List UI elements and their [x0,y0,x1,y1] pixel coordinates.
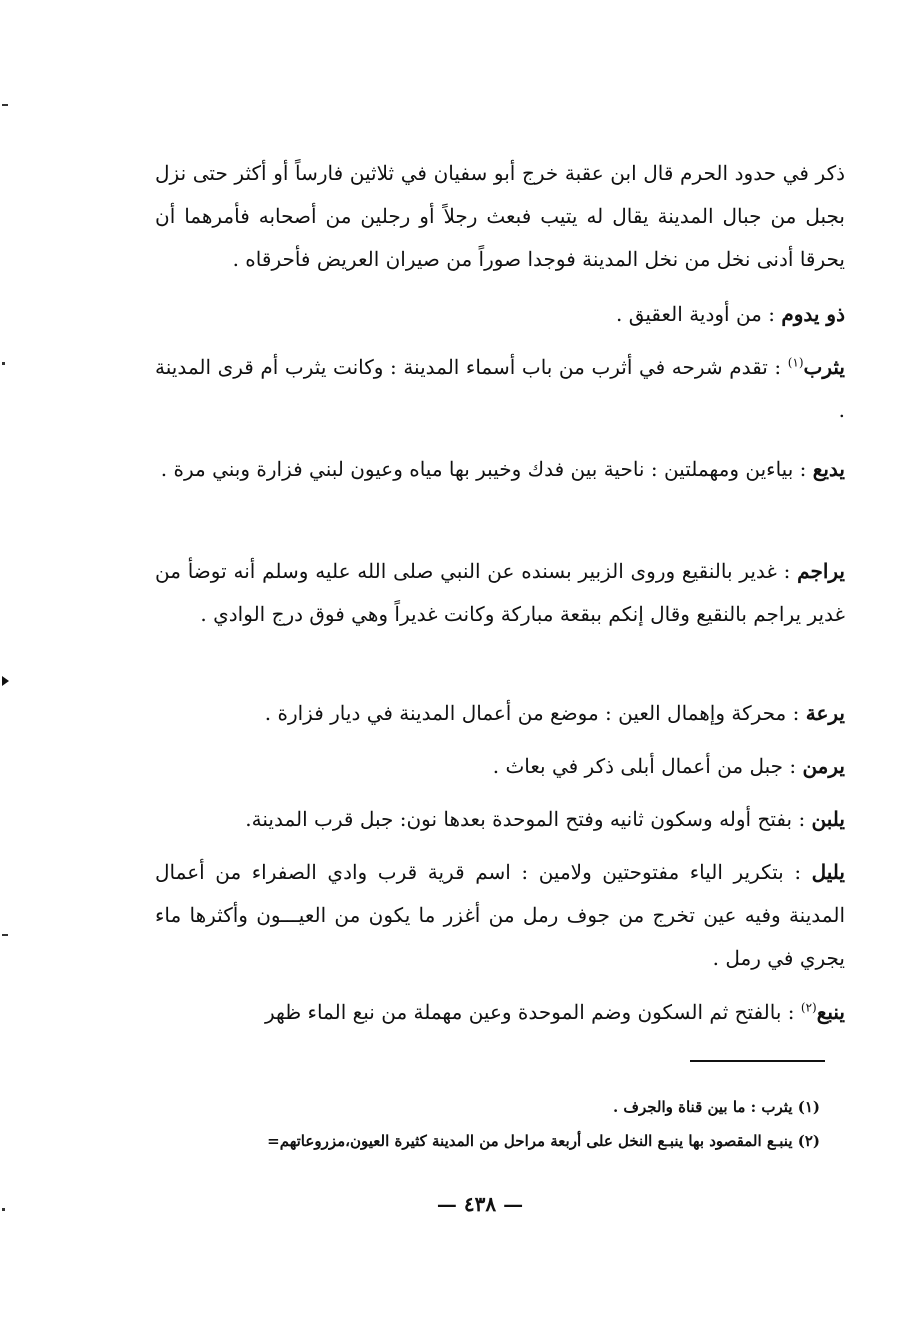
entry-headword: يرمن [802,754,845,778]
entry-headword: يليل [811,860,845,884]
entry-yara [155,692,845,735]
footnote-reference: (٢) [800,1000,817,1015]
paragraph-intro [155,152,845,281]
entry-yarmun [155,745,845,788]
margin-arrow-mark [2,676,9,686]
entry-headword: يثرب [803,355,845,379]
entry-yarajim [155,550,845,636]
margin-mark [2,362,5,365]
entry-headword: يراجم [797,559,845,583]
entry-text: : محركة وإهمال العين : موضع من أعمال المدينة في ديار فزارة . [264,701,806,725]
entry-text: : بياءين ومهملتين : ناحية بين فدك وخيبر بها مياه وعيون لبني فزارة وبني مرة . [160,457,813,481]
entry-yalil [155,851,845,980]
footnote-reference: (١) [787,355,804,370]
entry-yathrib [155,346,845,432]
entry-text: : تقدم شرحه في أثرب من باب أسماء المدينة : وكانت يثرب أم قرى المدينة . [155,355,845,422]
entry-headword: يديع [812,457,845,481]
page-number: — ٤٣٨ — [436,1192,524,1216]
entry-text: : بفتح أوله وسكون ثانيه وفتح الموحدة بعدها نون: جبل قرب المدينة. [245,807,812,831]
entry-yalbun [155,798,845,841]
margin-mark [2,934,8,936]
footnote-divider [690,1060,825,1062]
entry-text: : غدير بالنقيع وروى الزبير بسنده عن النبي صلى الله عليه وسلم أنه توضأ من غدير يراجم بالنقيع وقال إنكم ببقعة مباركة وكانت غديراً وهي فوق درج الوادي . [155,559,845,626]
footnote-2: (٢) ينبـع المقصود بها ينبـع النخل على أربعة مراحل من المدينة كثيرة العيون،مزروعاتهم= [267,1132,820,1150]
entry-headword: ذو يدوم [781,302,845,326]
entry-yadi [155,448,845,491]
margin-mark [2,104,8,106]
entry-headword: ينبع [816,1000,845,1024]
margin-mark [2,1208,5,1211]
entry-dhu-yadum [155,293,845,336]
entry-headword: يلبن [811,807,845,831]
entry-headword: يرعة [805,701,845,725]
entry-yanbu [155,991,845,1034]
entry-text: : من أودية العقيق . [615,302,782,326]
paragraph-text: ذكر في حدود الحرم قال ابن عقبة خرج أبو سفيان في ثلاثين فارساً أو أكثر حتى نزل بجبل من جبال المدينة يقال له يتيب فبعث رجلاً أو رجلين من أصحابه فأمرهما أن يحرقا أدنى نخل من نخل المدينة فوجدا صوراً من صيران العريض فأحرقاه . [155,161,845,271]
entry-text: : بالفتح ثم السكون وضم الموحدة وعين مهملة من نبع الماء ظهر [265,1000,801,1024]
entry-text: : بتكرير الياء مفتوحتين ولامين : اسم قرية قرب وادي الصفراء من أعمال المدينة وفيه عين تخرج من جوف رمل من أغزر ما يكون من العيـــون وأكثرها ماء يجري في رمل . [155,860,845,970]
footnote-1: (١) يثرب : ما بين قناة والجرف . [612,1098,820,1116]
entry-text: : جبل من أعمال أبلى ذكر في بعاث . [492,754,803,778]
